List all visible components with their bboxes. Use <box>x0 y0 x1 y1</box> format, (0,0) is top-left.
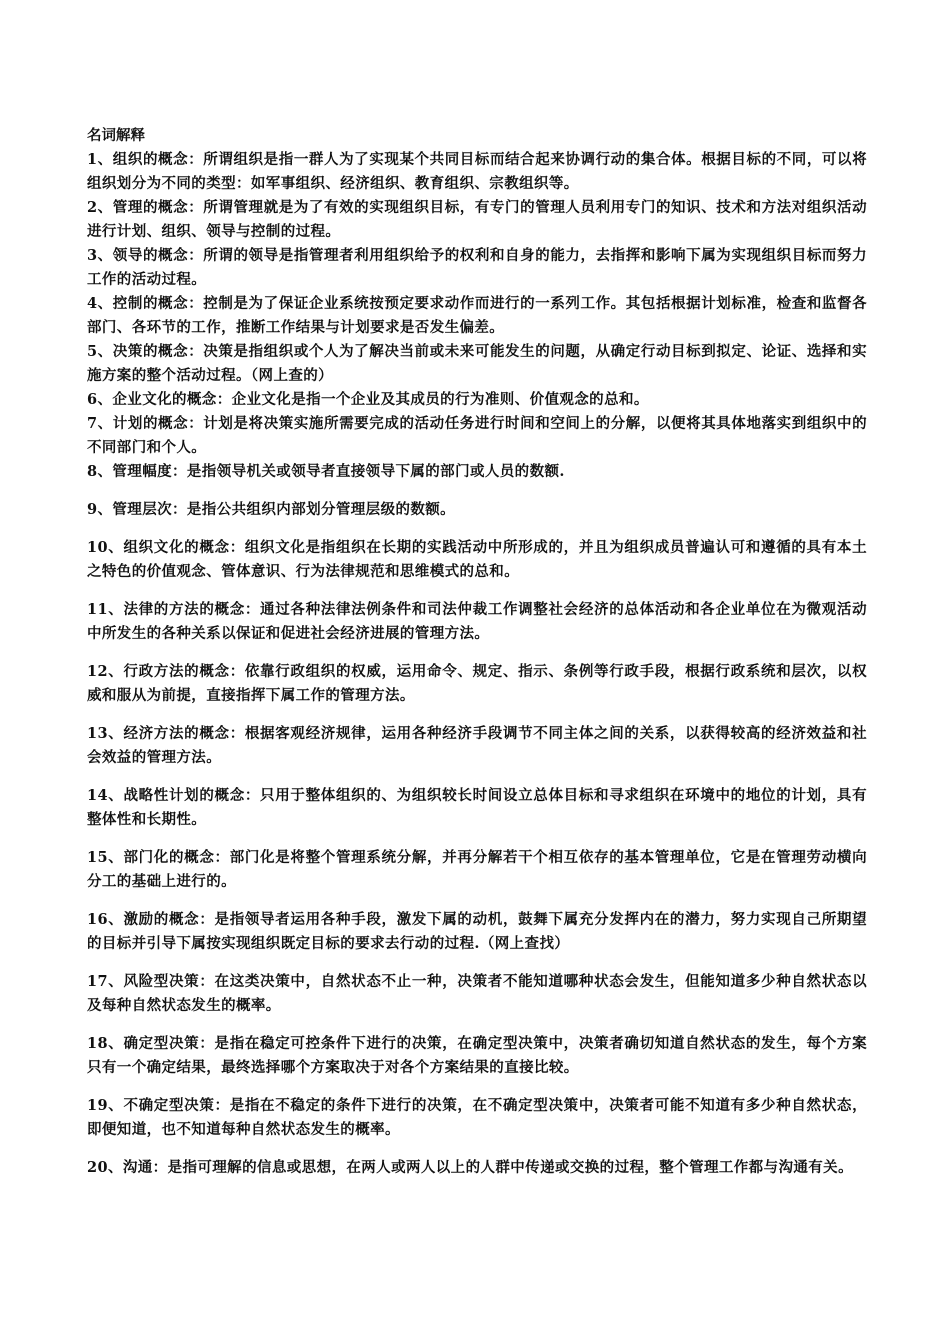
term-entry-18: 18、确定型决策：是指在稳定可控条件下进行的决策，在确定型决策中，决策者确切知道自然状态的发生，每个方案只有一个确定结果，最终选择哪个方案取决于对各个方案结果的直接比较。 <box>87 1035 867 1076</box>
term-entry-6: 6、企业文化的概念：企业文化是指一个企业及其成员的行为准则、价值观念的总和。 <box>87 391 649 408</box>
term-entry-14: 14、战略性计划的概念：只用于整体组织的、为组织较长时间设立总体目标和寻求组织在环境中的地位的计划，具有整体性和长期性。 <box>87 787 867 828</box>
term-entry-8: 8、管理幅度：是指领导机关或领导者直接领导下属的部门或人员的数额. <box>87 463 565 480</box>
term-entry-7: 7、计划的概念：计划是将决策实施所需要完成的活动任务进行时间和空间上的分解，以便将其具体地落实到组织中的不同部门和个人。 <box>87 415 867 456</box>
term-entry-9: 9、管理层次：是指公共组织内部划分管理层级的数额。 <box>87 501 456 518</box>
term-entry-10: 10、组织文化的概念：组织文化是指组织在长期的实践活动中所形成的，并且为组织成员普遍认可和遵循的具有本土之特色的价值观念、管体意识、行为法律规范和思维模式的总和。 <box>87 539 867 580</box>
term-entry-4: 4、控制的概念：控制是为了保证企业系统按预定要求动作而进行的一系列工作。其包括根据计划标准，检查和监督各部门、各环节的工作，推断工作结果与计划要求是否发生偏差。 <box>87 295 867 336</box>
term-entry-12: 12、行政方法的概念：依靠行政组织的权威，运用命令、规定、指示、条例等行政手段，根据行政系统和层次，以权威和服从为前提，直接指挥下属工作的管理方法。 <box>87 663 867 704</box>
term-entry-1: 1、组织的概念：所谓组织是指一群人为了实现某个共同目标而结合起来协调行动的集合体。根据目标的不同，可以将组织划分为不同的类型：如军事组织、经济组织、教育组织、宗教组织等。 <box>87 151 867 192</box>
term-entry-17: 17、风险型决策：在这类决策中，自然状态不止一种，决策者不能知道哪种状态会发生，但能知道多少种自然状态以及每种自然状态发生的概率。 <box>87 973 867 1014</box>
document-page <box>87 124 867 1180</box>
term-entry-11: 11、法律的方法的概念：通过各种法律法例条件和司法仲裁工作调整社会经济的总体活动和各企业单位在为微观活动中所发生的各种关系以保证和促进社会经济进展的管理方法。 <box>87 601 867 642</box>
term-entry-13: 13、经济方法的概念：根据客观经济规律，运用各种经济手段调节不同主体之间的关系，以获得较高的经济效益和社会效益的管理方法。 <box>87 725 867 766</box>
term-entry-5: 5、决策的概念：决策是指组织或个人为了解决当前或未来可能发生的问题，从确定行动目标到拟定、论证、选择和实施方案的整个活动过程。（网上查的） <box>87 343 867 384</box>
term-entry-16: 16、激励的概念：是指领导者运用各种手段，激发下属的动机，鼓舞下属充分发挥内在的潜力，努力实现自己所期望的目标并引导下属按实现组织既定目标的要求去行动的过程.（网上查找） <box>87 911 867 952</box>
term-entry-20: 20、沟通：是指可理解的信息或思想，在两人或两人以上的人群中传递或交换的过程，整个管理工作都与沟通有关。 <box>87 1159 853 1176</box>
term-entry-3: 3、领导的概念：所谓的领导是指管理者利用组织给予的权利和自身的能力，去指挥和影响下属为实现组织目标而努力工作的活动过程。 <box>87 247 867 288</box>
document-title: 名词解释 <box>87 127 145 144</box>
term-entry-19: 19、不确定型决策：是指在不稳定的条件下进行的决策，在不确定型决策中，决策者可能不知道有多少种自然状态，即便知道，也不知道每种自然状态发生的概率。 <box>87 1097 867 1138</box>
term-entry-2: 2、管理的概念：所谓管理就是为了有效的实现组织目标，有专门的管理人员利用专门的知识、技术和方法对组织活动进行计划、组织、领导与控制的过程。 <box>87 199 867 240</box>
term-entry-15: 15、部门化的概念：部门化是将整个管理系统分解，并再分解若干个相互依存的基本管理单位，它是在管理劳动横向分工的基础上进行的。 <box>87 849 867 890</box>
